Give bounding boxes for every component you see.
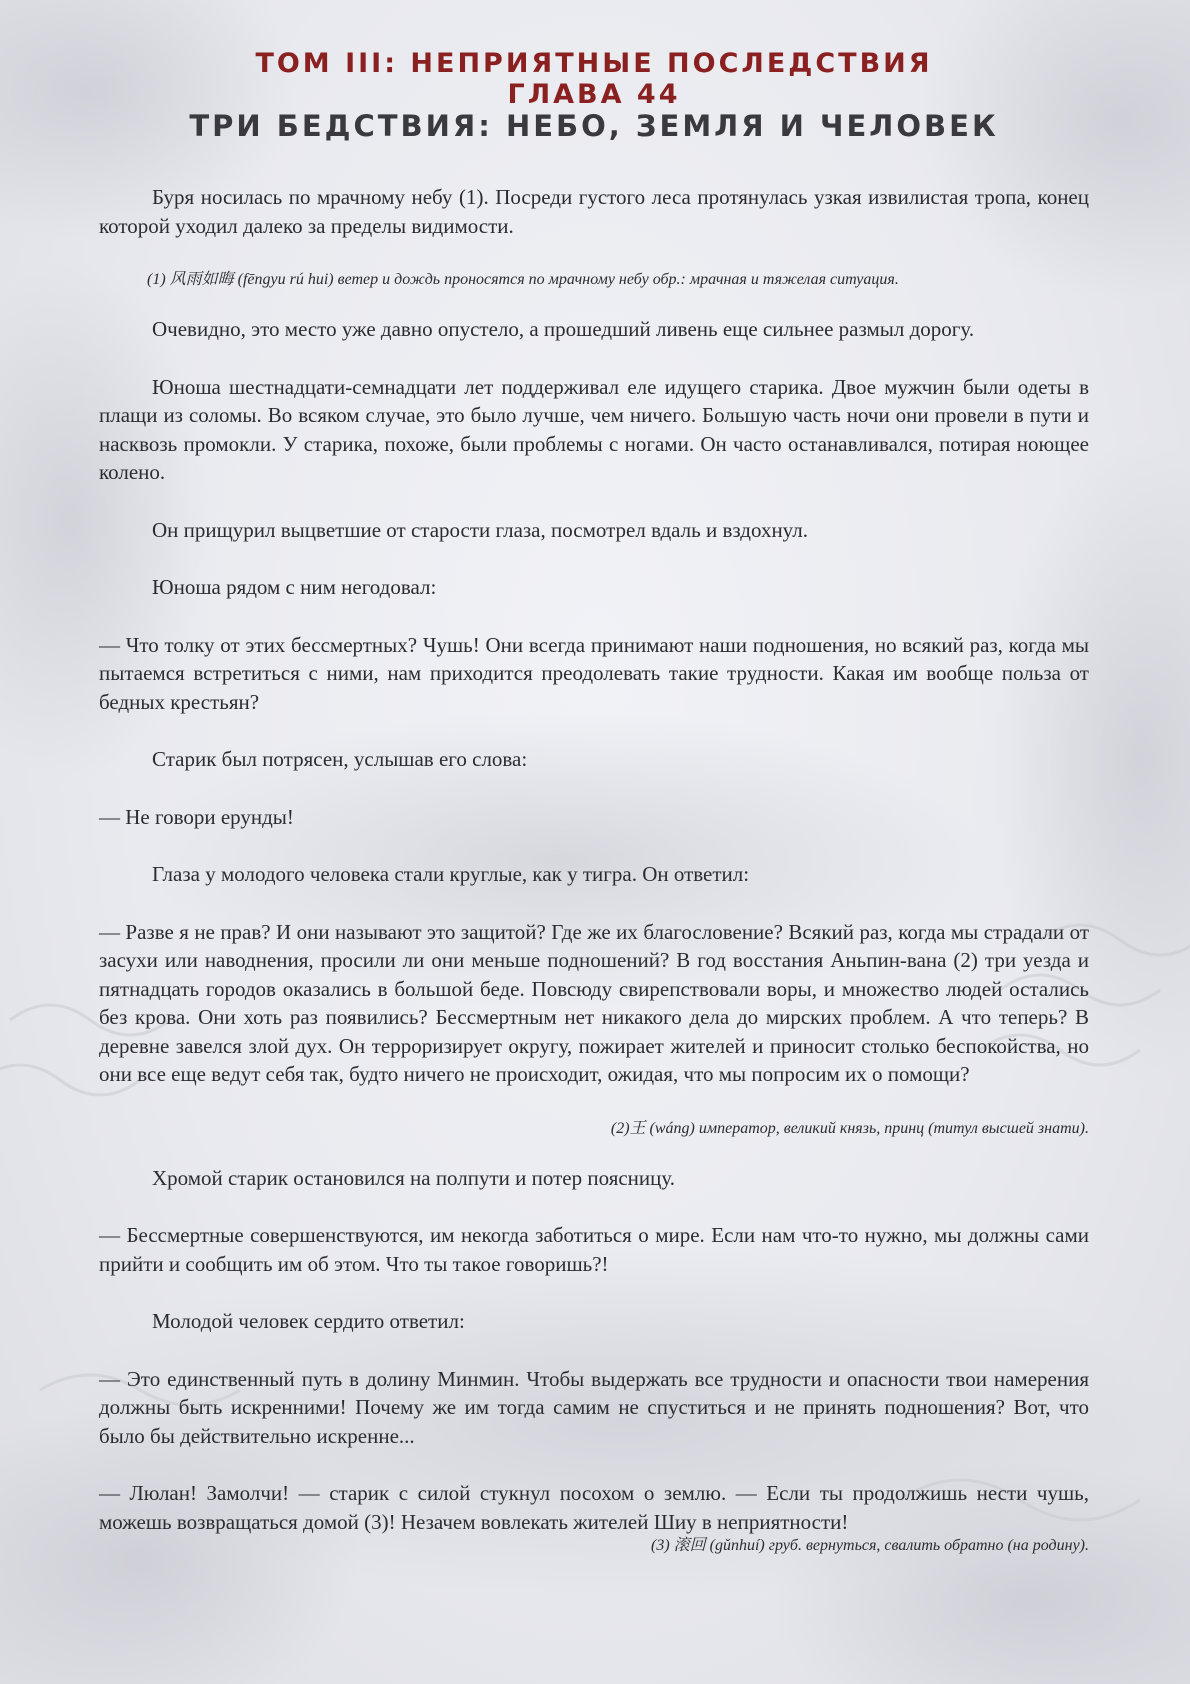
dialogue-paragraph: — Люлан! Замолчи! — старик с силой стукнул посохом о землю. — Если ты продолжишь нести чушь, можешь возвращаться домой (3)! Незачем вовлекать жителей Шиу в неприятности! bbox=[99, 1481, 1089, 1534]
footnote: (3) 滚回 (gǔnhuí) груб. вернуться, свалить обратно (на родину). bbox=[651, 1537, 1089, 1554]
paragraph: Он прищурил выцветшие от старости глаза, посмотрел вдаль и вздохнул. bbox=[152, 517, 808, 542]
document-page bbox=[99, 48, 1089, 1581]
paragraph: Глаза у молодого человека стали круглые, как у тигра. Он ответил: bbox=[152, 862, 750, 886]
dialogue-paragraph: — Это единственный путь в долину Минмин. Чтобы выдержать все трудности и опасности твои намерения должны быть искренними! Почему же им тогда самим не спуститься и не принять подношения? Вот, что было бы действительно искренне... bbox=[99, 1366, 1089, 1448]
volume-title: ТОМ III: НЕПРИЯТНЫЕ ПОСЛЕДСТВИЯ bbox=[255, 48, 933, 79]
paragraph: Буря носилась по мрачному небу (1). Посреди густого леса протянулась узкая извилистая тропа, конец которой уходил далеко за пределы видимости. bbox=[99, 185, 1089, 238]
dialogue-paragraph: — Что толку от этих бессмертных? Чушь! Они всегда принимают наши подношения, но всякий раз, когда мы пытаемся встретиться с ними, нам приходится преодолевать такие трудности. Какая им вообще польза от бедных крестьян? bbox=[99, 632, 1089, 714]
paragraph: Старик был потрясен, услышав его слова: bbox=[152, 747, 528, 771]
footnote: (2)王 (wáng) император, великий князь, принц (титул высшей знати). bbox=[610, 1119, 1089, 1137]
chapter-header bbox=[99, 48, 1089, 143]
paragraph: Юноша шестнадцати-семнадцати лет поддерживал еле идущего старика. Двое мужчин были одеты в плащи из соломы. Во всяком случае, это было лучше, чем ничего. Большую часть ночи они провели в пути и насквозь промокли. У старика, похоже, были проблемы с ногами. Он часто останавливался, потирая ноющее колено. bbox=[99, 374, 1089, 484]
dialogue-paragraph: — Не говори ерунды! bbox=[99, 804, 294, 829]
paragraph: Юноша рядом с ним негодовал: bbox=[152, 575, 437, 599]
footnote: (1) 风雨如晦 (fēngyu rú hui) ветер и дождь проносятся по мрачному небу обр.: мрачная и тяжелая ситуация. bbox=[147, 271, 899, 288]
dialogue-paragraph: — Разве я не прав? И они называют это защитой? Где же их благословение? Всякий раз, когда мы страдали от засухи или наводнения, просили ли они меньше подношений? В год восстания Аньпин-вана (2) три уезда и пятнадцать городов оказались в большой беде. Повсюду свирепствовали воры, и множество людей остались без крова. Они хоть раз появились? Бессмертным нет никакого дела до мирских проблем. А что теперь? В деревне завелся злой дух. Он терроризирует округу, пожирает жителей и приносит столько беспокойства, но они все еще ведут себя так, будто ничего не происходит, ожидая, что мы попросим их о помощи? bbox=[99, 919, 1089, 1086]
paragraph: Хромой старик остановился на полпути и потер поясницу. bbox=[152, 1165, 676, 1190]
chapter-title: ТРИ БЕДСТВИЯ: НЕБО, ЗЕМЛЯ И ЧЕЛОВЕК bbox=[189, 109, 999, 143]
dialogue-paragraph: — Бессмертные совершенствуются, им некогда заботиться о мире. Если нам что-то нужно, мы должны сами прийти и сообщить им об этом. Что ты такое говоришь?! bbox=[99, 1223, 1089, 1276]
chapter-number: ГЛАВА 44 bbox=[507, 79, 681, 110]
paragraph: Молодой человек сердито ответил: bbox=[152, 1309, 465, 1333]
paragraph: Очевидно, это место уже давно опустело, а прошедший ливень еще сильнее размыл дорогу. bbox=[152, 317, 975, 341]
